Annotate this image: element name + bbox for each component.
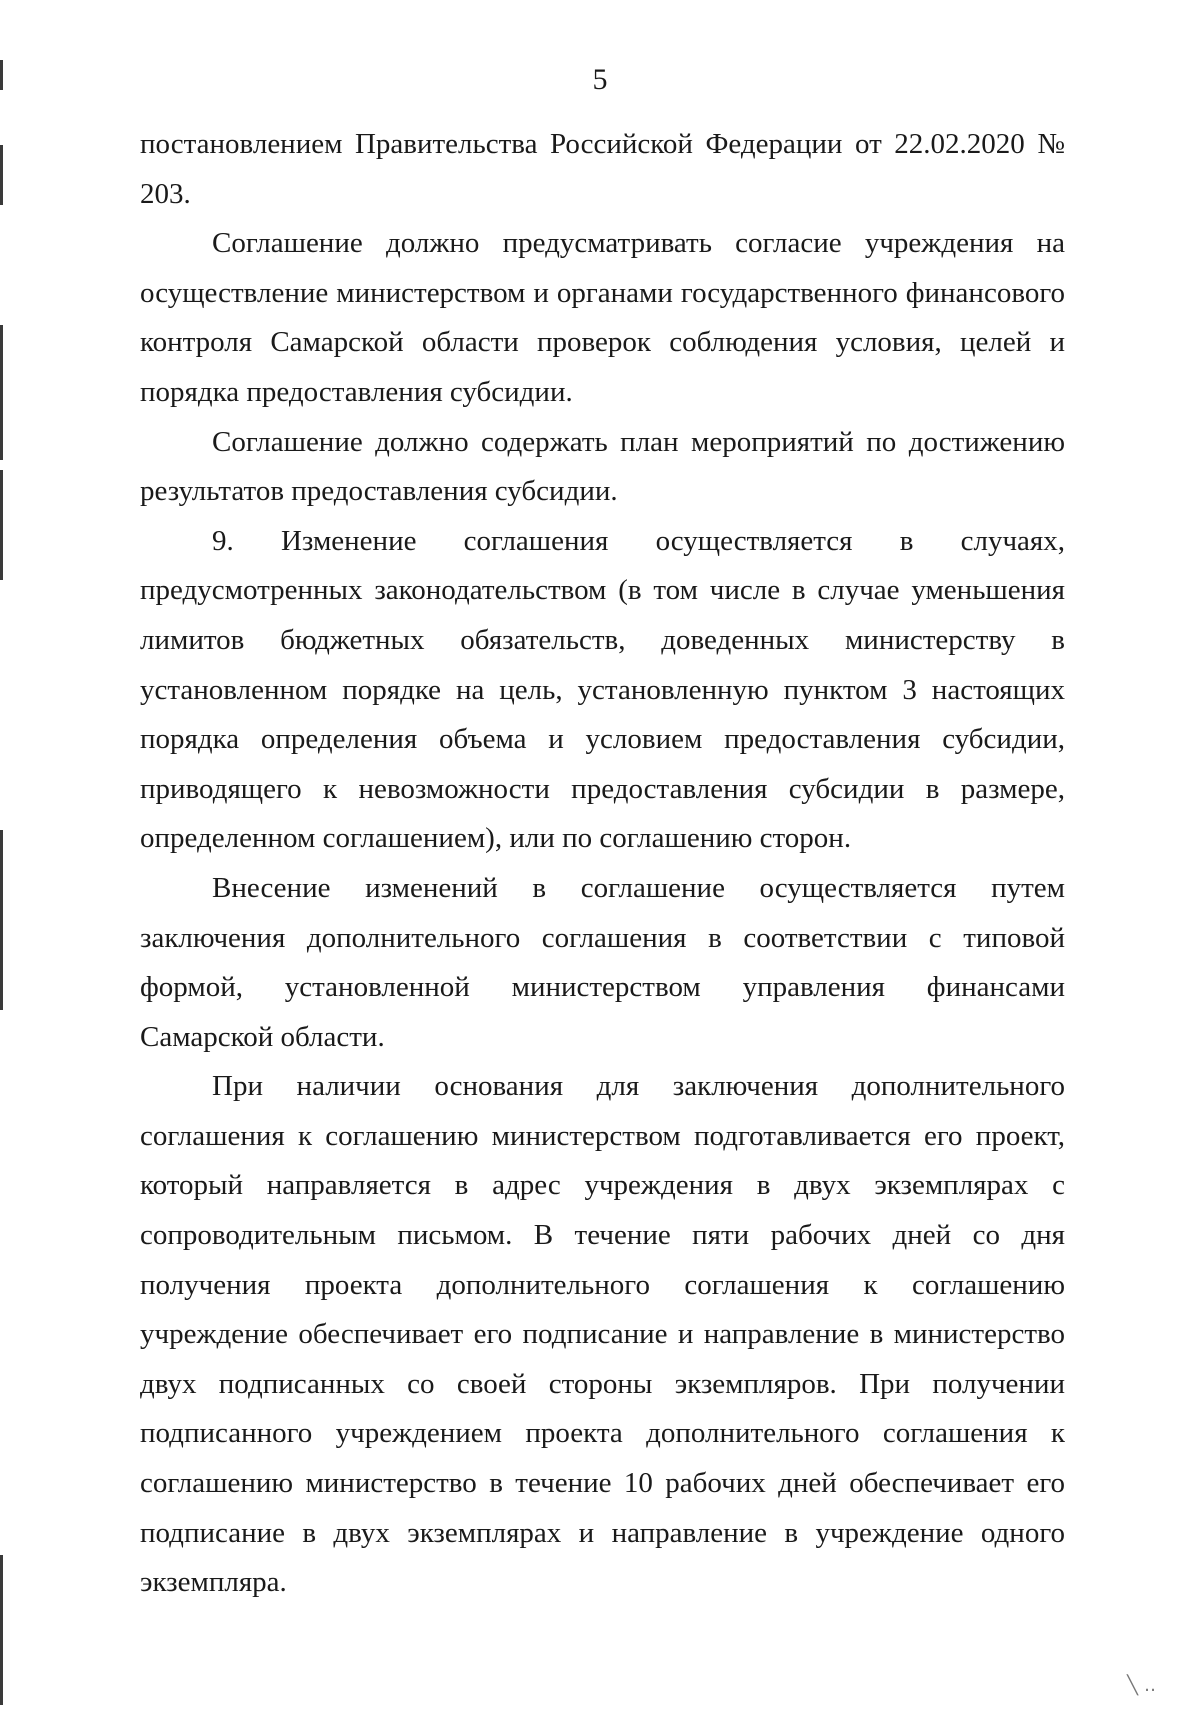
paragraph-item-9: 9. Изменение соглашения осуществляется в случаях, предусмотренных законодательством (в том числе в случае уменьшения лимитов бюджетных обязательств, доведенных министерству в установленном порядке на цель, установленную пунктом 3 настоящих порядка определения объема и условием предоставления субсидии, приводящего к невозможности предоставления субсидии в размере, определенном соглашением), или по соглашению сторон. bbox=[140, 524, 1065, 855]
scan-edge-mark bbox=[0, 830, 3, 1010]
paragraph-amendments: Внесение изменений в соглашение осуществляется путем заключения дополнительного соглашения в соответствии с типовой формой, установленной министерством управления финансами Самарской области. bbox=[140, 871, 1065, 1053]
page-number: 5 bbox=[592, 63, 608, 96]
scan-edge-mark bbox=[0, 470, 3, 580]
scan-corner-mark: ╲‥ bbox=[1127, 1675, 1162, 1696]
paragraph-agreement-consent: Соглашение должно предусматривать согласие учреждения на осуществление министерством и органами государственного финансового контроля Самарской области проверок соблюдения условия, целей и порядка предоставления субсидии. bbox=[140, 227, 1065, 408]
scan-edge-mark bbox=[0, 1555, 3, 1705]
paragraph-additional-agreement: При наличии основания для заключения дополнительного соглашения к соглашению министерством подготавливается его проект, который направляется в адрес учреждения в двух экземплярах с сопроводительным письмом. В течение пяти рабочих дней со дня получения проекта дополнительного соглашения к соглашению учреждение обеспечивает его подписание и направление в министерство двух подписанных со своей стороны экземпляров. При получении подписанного учреждением проекта дополнительного соглашения к соглашению министерство в течение 10 рабочих дней обеспечивает его подписание в двух экземплярах и направление в учреждение одного экземпляра. bbox=[140, 1070, 1065, 1599]
paragraph-continuation: постановлением Правительства Российской Федерации от 22.02.2020 № 203. bbox=[140, 128, 1065, 210]
scan-edge-mark bbox=[0, 145, 3, 205]
paragraph-agreement-plan: Соглашение должно содержать план мероприятий по достижению результатов предоставления субсидии. bbox=[140, 425, 1065, 508]
scan-edge-mark bbox=[0, 325, 3, 460]
document-body bbox=[140, 120, 1065, 1608]
